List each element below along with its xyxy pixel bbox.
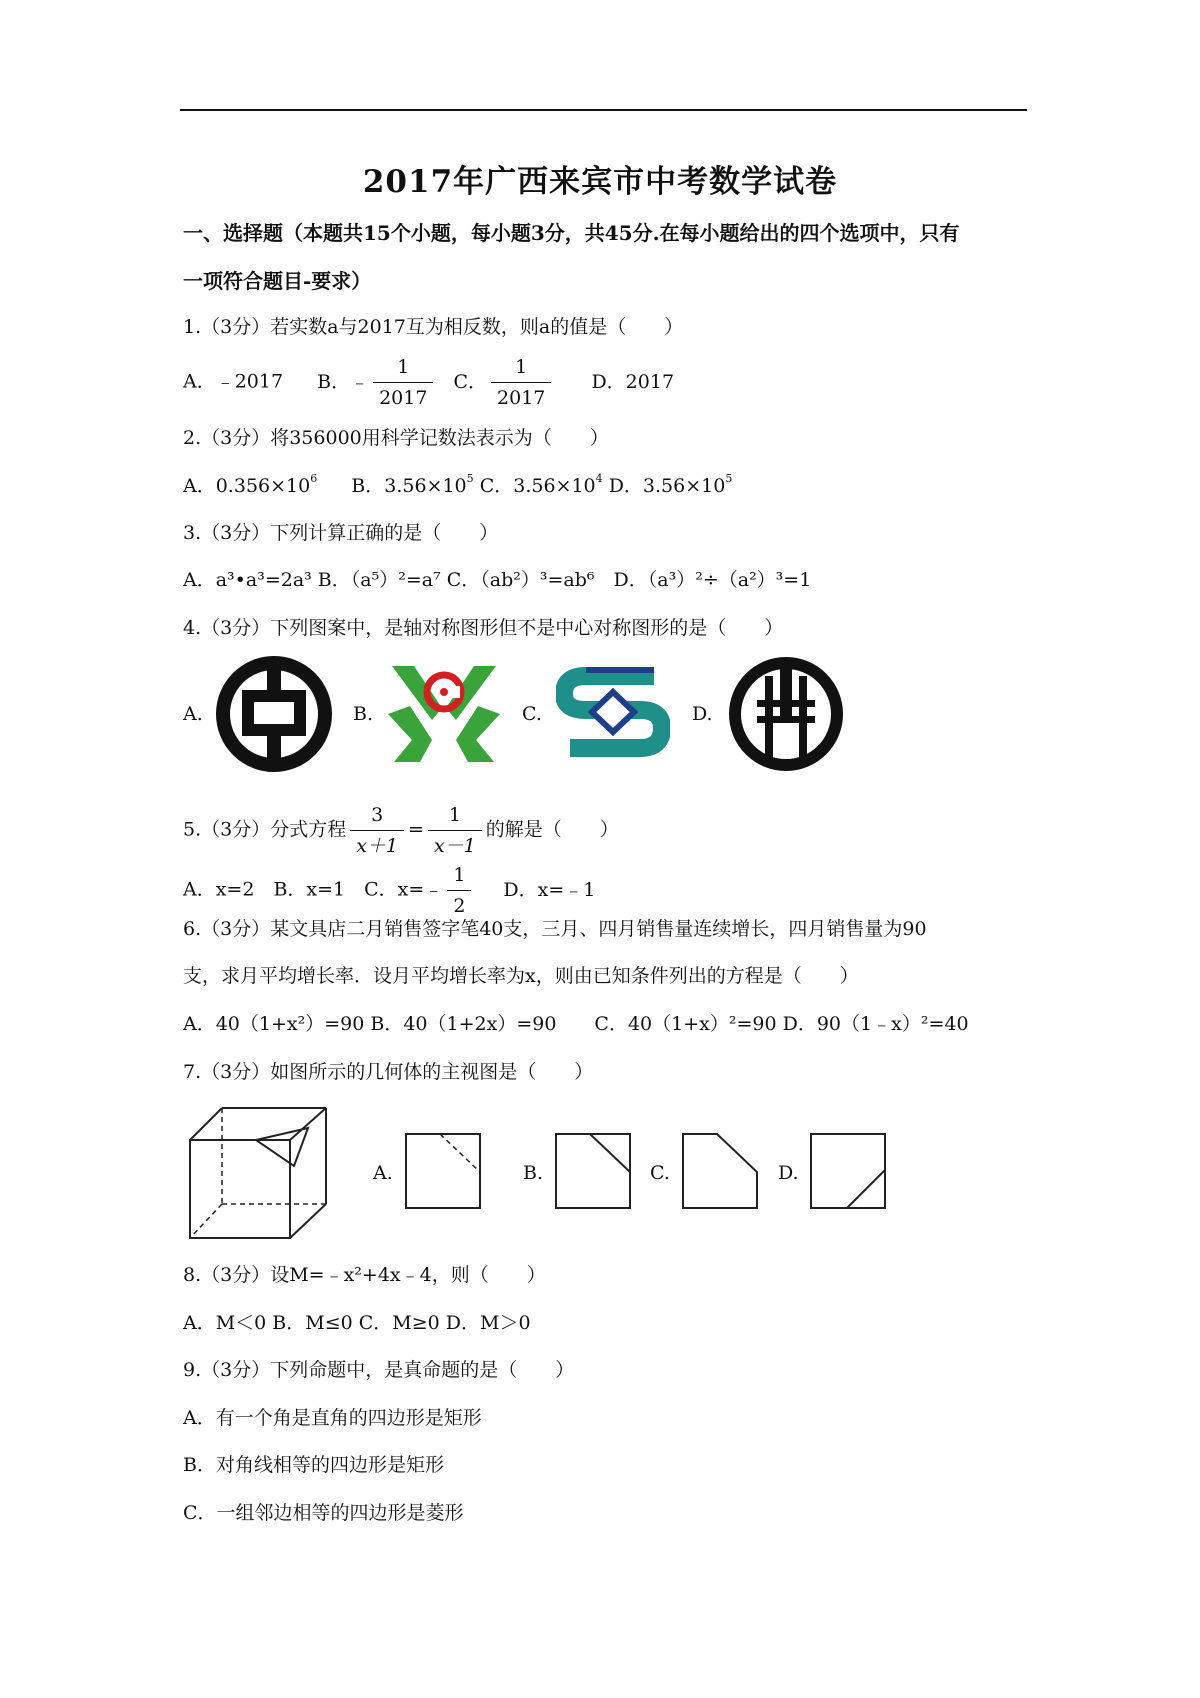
q2-option-a: A．$0.356\times 10^6$ — [183, 472, 318, 497]
q7-label-a: A. — [373, 1162, 393, 1184]
q2-options — [183, 473, 732, 499]
bank-of-china-logo-icon — [214, 654, 334, 774]
q9-option-a: A．有一个角是直角的四边形是矩形 — [183, 1407, 482, 1429]
q1-stem: 1.（3分）若实数a与2017互为相反数，则a的值是（ ） — [183, 316, 684, 338]
q7-option-c-view-diagram — [681, 1132, 759, 1210]
q3-options: A．a³•a³=2a³ B．（a⁵）²=a⁷ C．（ab²）³=ab⁶ D．（a³）²÷（a²）³=1 — [183, 569, 812, 591]
q8-stem: 8.（3分）设M=﹣x²+4x﹣4，则（ ） — [183, 1264, 546, 1286]
q9-stem: 9.（3分）下列命题中，是真命题的是（ ） — [183, 1359, 575, 1381]
q2-option-d: D．$3.56\times 10^5$ — [608, 472, 733, 497]
q4-stem: 4.（3分）下列图案中，是轴对称图形但不是中心对称图形的是（ ） — [183, 617, 784, 639]
q7-label-c: C. — [650, 1162, 670, 1184]
q9-option-b: B．对角线相等的四边形是矩形 — [183, 1454, 444, 1476]
s-shaped-bank-logo-icon — [556, 662, 670, 762]
q6-stem-line1: 6.（3分）某文具店二月销售签字笔40支，三月、四月销售量连续增长，四月销售量为90 — [183, 918, 927, 940]
q2-option-b: B．$3.56\times 10^5$ — [351, 472, 474, 497]
icbc-style-logo-icon — [725, 656, 847, 772]
q4-label-c: C. — [522, 703, 542, 725]
header-rule — [180, 109, 1027, 111]
section-heading-line1: 一、选择题（本题共15个小题，每小题3分，共45分.在每小题给出的四个选项中，只有 — [183, 221, 960, 245]
q4-label-a: A. — [183, 703, 203, 725]
q1-options — [183, 352, 674, 413]
q2-stem: 2.（3分）将356000用科学记数法表示为（ ） — [183, 427, 609, 449]
q4-label-b: B. — [353, 703, 374, 725]
page-title: 2017年广西来宾市中考数学试卷 — [362, 164, 838, 200]
q3-stem: 3.（3分）下列计算正确的是（ ） — [183, 522, 499, 544]
q1-option-d: D．2017 — [591, 370, 675, 393]
q7-option-a-view-diagram — [404, 1132, 482, 1210]
q7-label-d: D. — [778, 1162, 799, 1184]
q6-stem-line2: 支，求月平均增长率．设月平均增长率为x，则由已知条件列出的方程是（ ） — [183, 965, 859, 987]
q9-option-c: C．一组邻边相等的四边形是菱形 — [183, 1502, 464, 1524]
q6-options: A．40（1+x²）=90 B．40（1+2x）=90 C．40（1+x）²=90 D．90（1﹣x）²=40 — [183, 1013, 969, 1035]
q8-options: A．M＜0 B．M≤0 C．M≥0 D．M＞0 — [183, 1312, 531, 1334]
q2-option-c: C．$3.56\times 10^4$ — [479, 472, 603, 497]
q1-option-c: C． $\frac{1}{2017}$ — [454, 371, 562, 393]
q7-option-d-view-diagram — [809, 1132, 887, 1210]
q5-options: A．x=2 B．x=1 C．x=﹣ $\frac{1}{2}$ D．x=﹣1 — [183, 860, 595, 921]
q7-stem: 7.（3分）如图所示的几何体的主视图是（ ） — [183, 1061, 594, 1083]
q1-option-b: B．﹣ $\frac{1}{2017}$ — [317, 371, 443, 393]
q1-option-a: A．﹣2017 — [183, 370, 284, 393]
q7-label-b: B. — [523, 1162, 544, 1184]
agricultural-credit-logo-icon — [384, 656, 504, 771]
q4-label-d: D. — [692, 703, 713, 725]
q7-option-b-view-diagram — [554, 1132, 632, 1210]
q5-stem: 5.（3分）分式方程 $\frac{3}{x+1}$ = $\frac{1}{x-1}$ 的解是（ ） — [183, 800, 619, 861]
section-heading-line2: 一项符合题目-要求） — [183, 269, 372, 293]
solid-figure-diagram — [186, 1102, 332, 1242]
